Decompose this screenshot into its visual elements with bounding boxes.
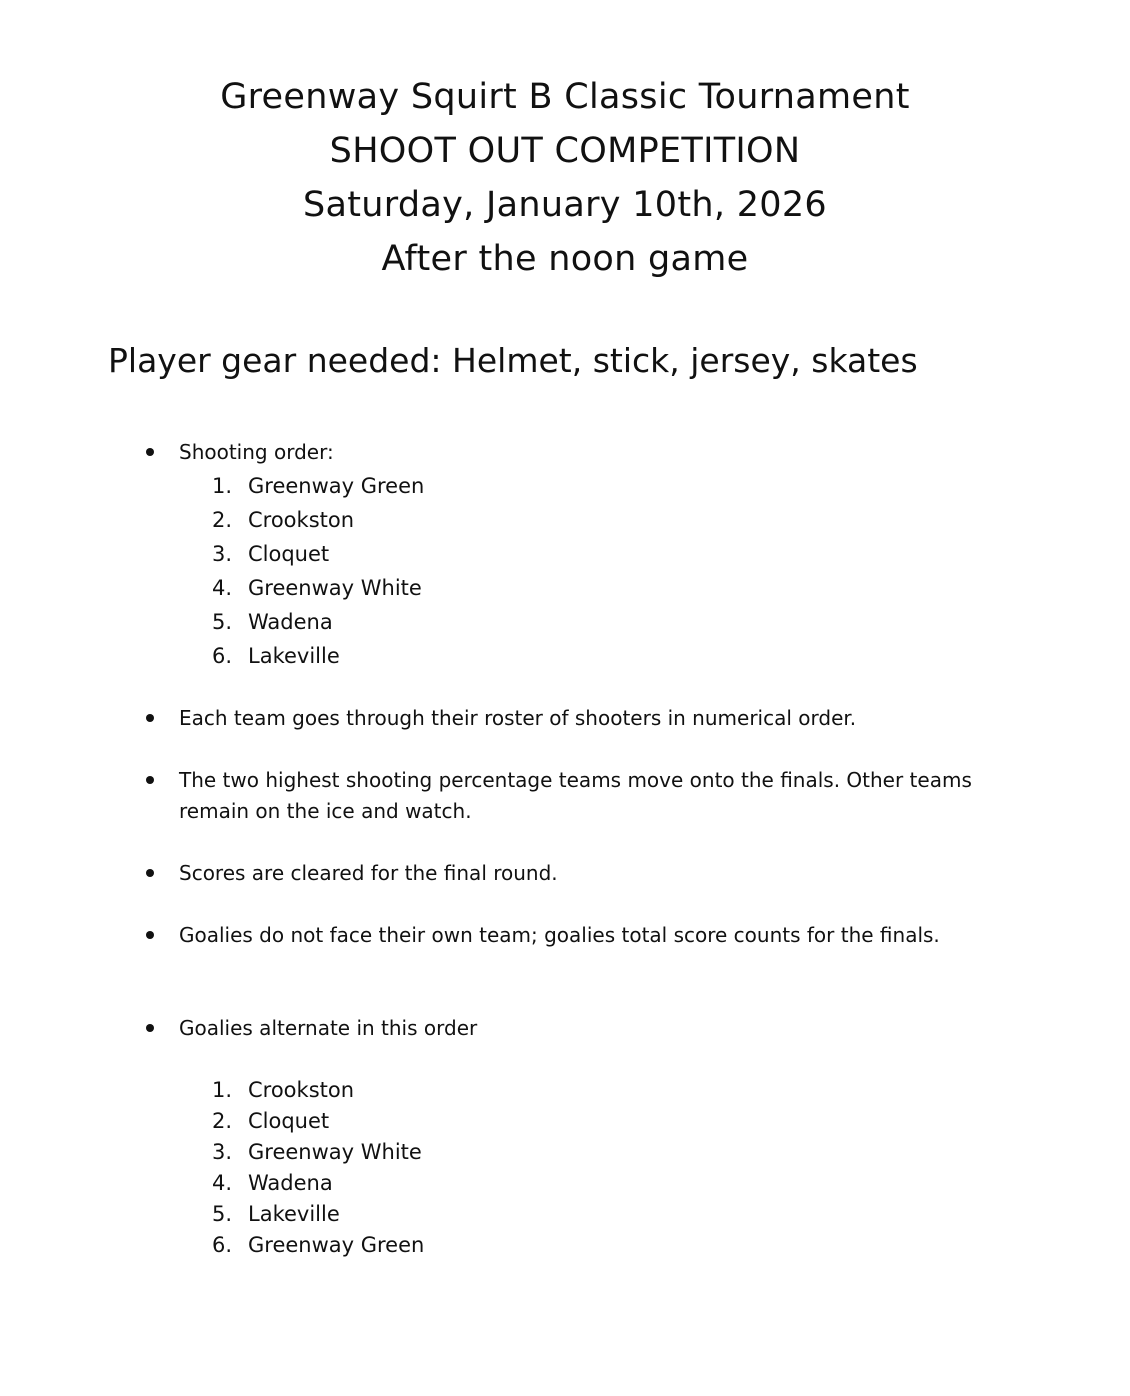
- competition-title: SHOOT OUT COMPETITION: [329, 131, 801, 171]
- list-item: 2. Crookston: [212, 508, 355, 532]
- bullet-scores-rule: [179, 858, 989, 889]
- list-item: 1. Greenway Green: [212, 474, 425, 498]
- list-item: 4. Greenway White: [212, 576, 422, 600]
- bullet-shooting-order: [179, 437, 989, 468]
- goalie-order-label: Goalies alternate in this order: [179, 1016, 478, 1040]
- bullet-dot: [146, 869, 154, 877]
- bullet-dot: [146, 931, 154, 939]
- list-item: 2. Cloquet: [212, 1109, 330, 1133]
- title-block: [0, 70, 1130, 286]
- event-time: After the noon game: [381, 239, 749, 279]
- bullet-finals-rule: [179, 765, 989, 827]
- shooting-order-list: [212, 469, 424, 673]
- goalie-order-list: [212, 1075, 424, 1261]
- bullet-goalie-order: [179, 1013, 989, 1044]
- roster-rule-text: Each team goes through their roster of shooters in numerical order.: [179, 706, 857, 730]
- scores-rule-text: Scores are cleared for the final round.: [179, 861, 558, 885]
- list-item: 6. Greenway Green: [212, 1233, 425, 1257]
- bullet-dot: [146, 1024, 154, 1032]
- bullet-dot: [146, 448, 154, 456]
- tournament-title: Greenway Squirt B Classic Tournament: [220, 77, 910, 117]
- list-item: 5. Lakeville: [212, 1202, 340, 1226]
- bullet-dot: [146, 714, 154, 722]
- list-item: 3. Greenway White: [212, 1140, 422, 1164]
- event-date: Saturday, January 10th, 2026: [303, 185, 827, 225]
- shooting-order-label: Shooting order:: [179, 440, 334, 464]
- gear-needed-heading: Player gear needed: Helmet, stick, jersey, skates: [108, 341, 918, 380]
- bullet-roster-rule: [179, 703, 989, 734]
- goalies-rule-text: Goalies do not face their own team; goalies total score counts for the finals.: [179, 923, 940, 947]
- list-item: 3. Cloquet: [212, 542, 330, 566]
- finals-rule-text: The two highest shooting percentage teams move onto the finals. Other teams remain on the ice and watch.: [179, 768, 972, 823]
- list-item: 5. Wadena: [212, 610, 333, 634]
- bullet-dot: [146, 776, 154, 784]
- list-item: 4. Wadena: [212, 1171, 333, 1195]
- list-item: 6. Lakeville: [212, 644, 340, 668]
- list-item: 1. Crookston: [212, 1078, 355, 1102]
- bullet-goalies-rule: [179, 920, 989, 951]
